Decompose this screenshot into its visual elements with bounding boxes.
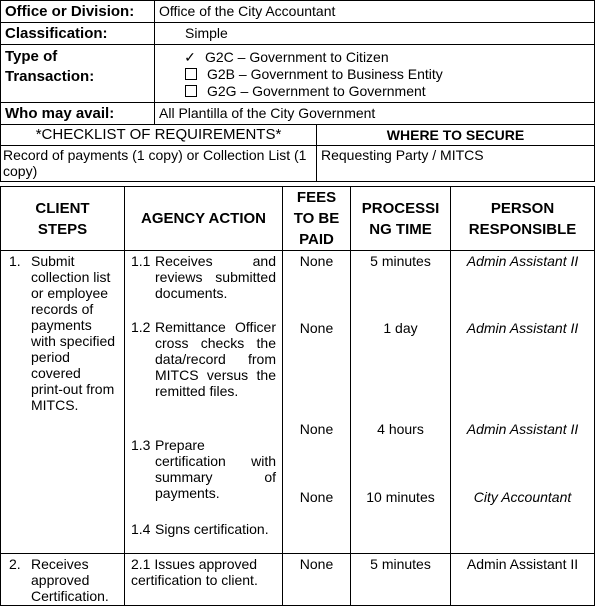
requirement-item: Record of payments (1 copy) or Collection List (1 copy) bbox=[1, 146, 317, 182]
header-fees: FEES TO BE PAID bbox=[283, 187, 351, 251]
office-label: Office or Division: bbox=[1, 1, 155, 23]
action-1-4 bbox=[131, 521, 276, 537]
classification-label: Classification: bbox=[1, 23, 155, 45]
check-icon: ✓ bbox=[184, 48, 196, 65]
option-g2g bbox=[183, 82, 590, 99]
info-table bbox=[0, 0, 595, 125]
fee-1-4: None bbox=[299, 489, 334, 505]
requirements-table bbox=[0, 124, 595, 182]
time-2: 5 minutes bbox=[351, 554, 451, 606]
time-1-3: 4 hours bbox=[377, 421, 424, 437]
header-agency-action: AGENCY ACTION bbox=[125, 187, 283, 251]
person-2: Admin Assistant II bbox=[451, 554, 595, 606]
action-1-2 bbox=[131, 319, 276, 437]
action-1-3-number: 1.3 bbox=[131, 437, 151, 453]
times-1 bbox=[351, 251, 451, 554]
time-1-1: 5 minutes bbox=[370, 253, 431, 269]
checkbox-empty-icon bbox=[185, 68, 197, 80]
transaction-label: Type of Transaction: bbox=[1, 45, 155, 103]
option-g2b bbox=[183, 65, 590, 82]
client-step-2 bbox=[1, 554, 125, 606]
checklist-header: *CHECKLIST OF REQUIREMENTS* bbox=[1, 125, 317, 146]
classification-value: Simple bbox=[155, 23, 595, 45]
step-1-number: 1. bbox=[9, 253, 21, 269]
person-1-3: Admin Assistant II bbox=[466, 421, 579, 437]
persons-1 bbox=[451, 251, 595, 554]
transaction-options bbox=[155, 45, 595, 103]
checkbox-empty-icon bbox=[185, 85, 197, 97]
fee-1-3: None bbox=[299, 421, 334, 437]
action-1-4-text: Signs certification. bbox=[155, 521, 269, 537]
office-value: Office of the City Accountant bbox=[155, 1, 595, 23]
agency-actions-1 bbox=[125, 251, 283, 554]
option-g2b-label: G2B – Government to Business Entity bbox=[207, 65, 443, 82]
agency-action-2: 2.1 Issues approved certification to client. bbox=[125, 554, 283, 606]
who-label: Who may avail: bbox=[1, 103, 155, 125]
action-1-2-text: Remittance Officer cross checks the data/record from MITCS versus the remitted files. bbox=[155, 319, 276, 399]
who-value: All Plantilla of the City Government bbox=[155, 103, 595, 125]
requirement-source: Requesting Party / MITCS bbox=[317, 146, 595, 182]
person-1-4: City Accountant bbox=[473, 489, 572, 505]
person-1-2: Admin Assistant II bbox=[466, 320, 579, 336]
step-2-number: 2. bbox=[9, 556, 21, 572]
action-1-1-text: Receives and reviews submitted documents. bbox=[155, 253, 276, 301]
option-g2c bbox=[183, 48, 590, 65]
fee-1-2: None bbox=[299, 320, 334, 336]
action-1-3 bbox=[131, 437, 276, 521]
time-1-4: 10 minutes bbox=[366, 489, 435, 505]
action-1-4-number: 1.4 bbox=[131, 521, 151, 537]
fees-1 bbox=[283, 251, 351, 554]
header-processing-time: PROCESSI NG TIME bbox=[351, 187, 451, 251]
header-person-responsible: PERSON RESPONSIBLE bbox=[451, 187, 595, 251]
fee-2: None bbox=[283, 554, 351, 606]
time-1-2: 1 day bbox=[383, 320, 418, 336]
option-g2g-label: G2G – Government to Government bbox=[207, 82, 426, 99]
option-g2c-label: G2C – Government to Citizen bbox=[205, 48, 389, 65]
step-2-text: Receives approved Certification. bbox=[31, 556, 109, 604]
client-step-1 bbox=[1, 251, 125, 554]
action-1-1 bbox=[131, 253, 276, 319]
person-1-1: Admin Assistant II bbox=[466, 253, 579, 269]
where-to-secure-header: WHERE TO SECURE bbox=[317, 125, 595, 146]
step-1-text: Submit collection list or employee records of payments with specified period covered print-out from MITCS. bbox=[31, 253, 116, 413]
fee-1-1: None bbox=[299, 253, 334, 269]
action-1-2-number: 1.2 bbox=[131, 319, 151, 335]
action-1-3-text: Prepare certification with summary of payments. bbox=[155, 437, 276, 501]
header-client-steps: CLIENT STEPS bbox=[1, 187, 125, 251]
steps-table bbox=[0, 186, 595, 606]
action-1-1-number: 1.1 bbox=[131, 253, 151, 269]
